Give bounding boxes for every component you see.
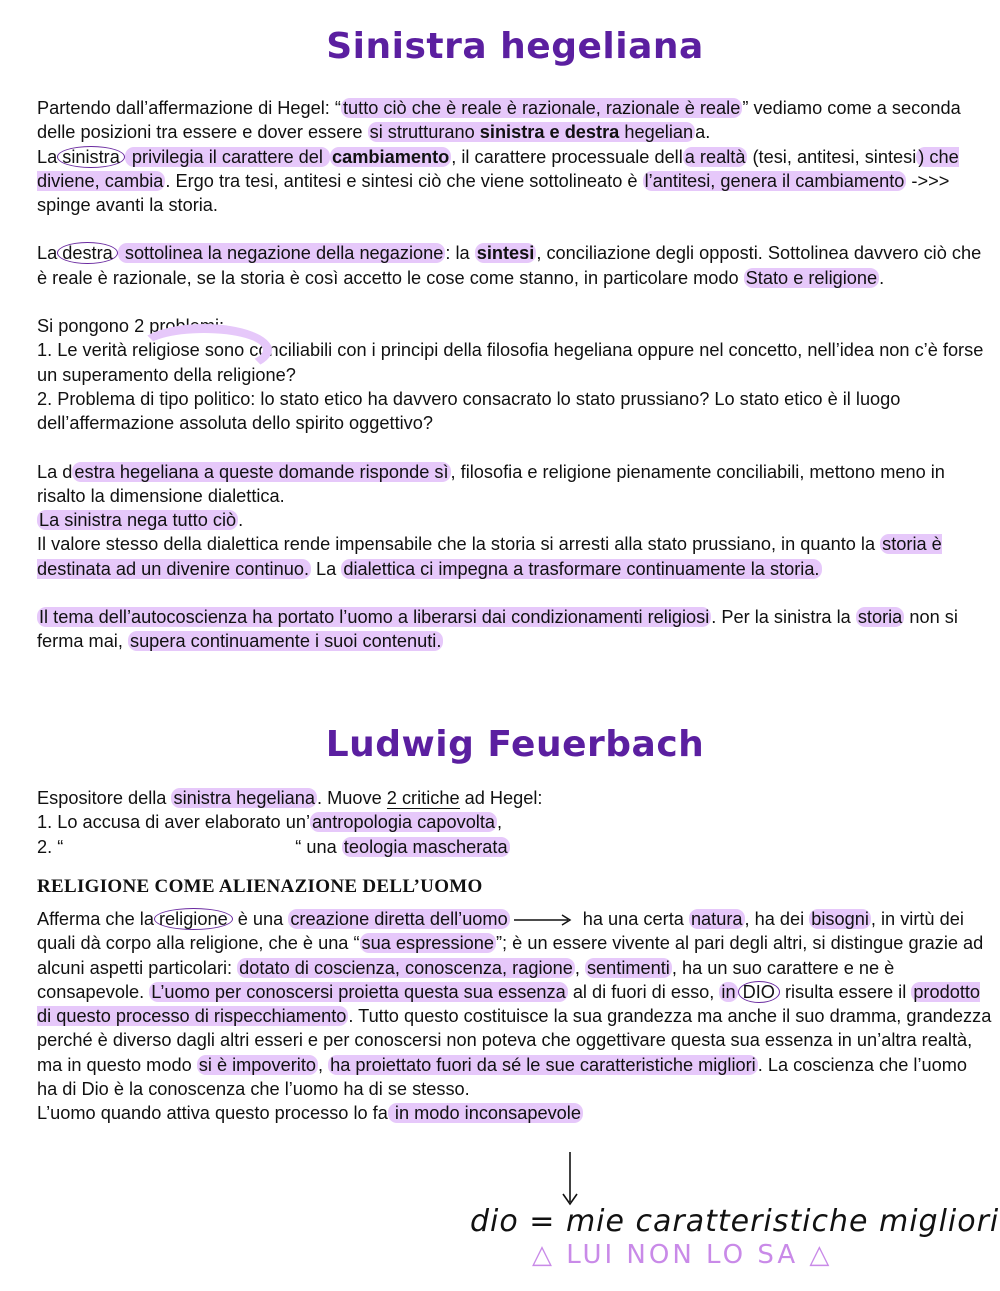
handwritten-warning: △ LUI NON LO SA △ (532, 1240, 833, 1270)
paragraph-5b: La sinistra nega tutto ciò . (39, 510, 244, 531)
handwritten-note: dio = mie caratteristiche migliori (470, 1204, 1000, 1239)
title-ludwig-feuerbach: Ludwig Feuerbach (325, 724, 705, 765)
title-sinistra-hegeliana: Sinistra hegeliana (326, 26, 704, 67)
feuerbach-line-1: Espositore della sinistra hegeliana . Muove 2 critiche ad Hegel: (37, 788, 543, 808)
section-heading-religione: RELIGIONE COME ALIENAZIONE DELL’UOMO (37, 876, 483, 897)
right-arrow-icon (514, 914, 574, 926)
feuerbach-section (37, 786, 992, 859)
down-arrow-icon (560, 1152, 580, 1208)
feuerbach-line-3: 2. “ “ una teologia mascherata (37, 836, 508, 857)
highlight-swoosh (136, 324, 272, 376)
problem-2: 2. Problema di tipo politico: lo stato etico ha davvero consacrato lo stato prussiano? Lo stato etico è il luogo dell’affermazione assoluta dello spirito oggettivo? (37, 388, 901, 434)
religione-paragraph: Afferma che la religione è una creazione diretta dell’uomo ha una certa natura , ha dei bisogni , in virtù dei quali dà corpo alla religione, che è una “ sua espressione ”; è un essere vivente al pari degli altri, si distingue grazie ad alcuni aspetti particolari: dotato di coscienza, conoscenza, ragione , sentimenti , ha un suo carattere e ne è consapevole. L’uomo per conoscersi proietta questa sua essenza al di fuori di esso, in DIO risulta essere il prodotto di questo processo di rispecchiamento . Tutto questo costituisce la sua grandezza ma anche il suo dramma, grandezza perché è diverso dagli altri esseri e per conoscersi non poteva che oggettivare questa sua essenza in un’altra realtà, ma in questo modo si è impoverito , ha proiettato fuori da sé le sue caratteristiche migliori . La coscienza che l’uomo ha di Dio è la conoscenza che l’uomo ha di se stesso. (37, 909, 992, 1100)
problem-1: 1. Le verità religiose sono conciliabili con i principi della filosofia hegeliana oppure nel concetto, nell’idea non c’è forse un superamento della religione? (37, 340, 984, 385)
paragraph-2: La sinistra privilegia il carattere del cambiamento , il carattere processuale dell a realtà (tesi, antitesi, sintesi ) che diviene, cambia . Ergo tra tesi, antitesi e sintesi ciò che viene sottolineato è l’antitesi, genera il cambiamento ->>> spinge avanti la storia. (37, 146, 959, 216)
paragraph-1: Partendo dall’affermazione di Hegel: “ tutto ciò che è reale è razionale, razionale è reale ” vediamo come a seconda delle posizioni tra essere e dover essere si strutturano sinistra e destra hegelian a. (37, 98, 961, 143)
paragraph-6: Il tema dell’autocoscienza ha portato l’uomo a liberarsi dai condizionamenti religiosi . Per la sinistra la storia non si ferma mai, supera continuamente i suoi contenuti. (37, 607, 958, 652)
religione-last-line: L’uomo quando attiva questo processo lo fa in modo inconsapevole (37, 1103, 581, 1124)
paragraph-5: La d estra hegeliana a queste domande risponde sì , filosofia e religione pienamente conciliabili, mettono meno in risalto la dimensione dialettica. (37, 461, 945, 506)
paragraph-3: La destra sottolinea la negazione della negazione : la sintesi , conciliazione degli opposti. Sottolinea davvero ciò che è reale è razionale, se la storia è così accetto le cose come stanno, in particolare modo Stato e religione . (37, 243, 982, 288)
religione-section (37, 907, 992, 1126)
paragraph-4: Si pongono 2 problemi: (37, 316, 225, 337)
paragraph-5c: Il valore stesso della dialettica rende impensabile che la storia si arresti alla stato prussiano, in quanto la storia è destinata ad un divenire continuo. La dialettica ci impegna a trasformare continuamente la storia. (37, 534, 942, 579)
intro-section (37, 96, 992, 654)
feuerbach-line-2: 1. Lo accusa di aver elaborato un’ antropologia capovolta , (37, 812, 503, 833)
